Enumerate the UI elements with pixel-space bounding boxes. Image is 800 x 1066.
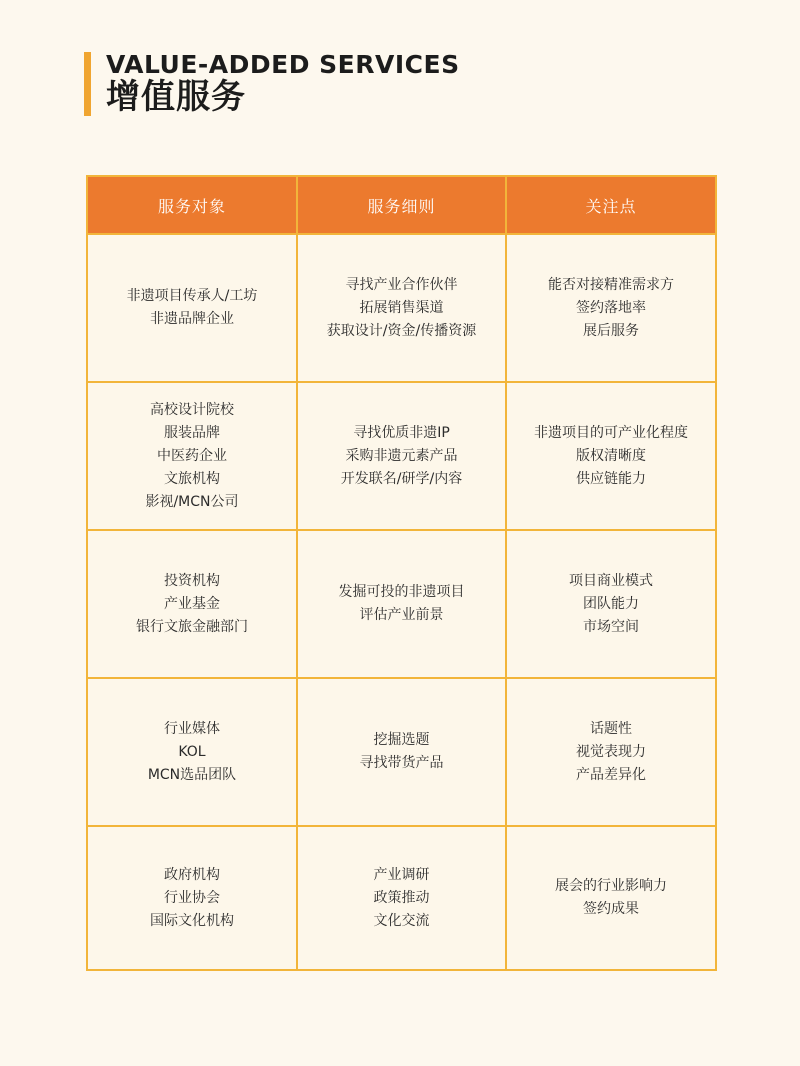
cell-text-line: 产业基金 (164, 595, 220, 612)
services-table-body (87, 234, 716, 970)
cell-text-line: 非遗品牌企业 (150, 311, 234, 327)
cell-service-details (297, 678, 506, 826)
cell-text-line: 项目商业模式 (569, 572, 653, 589)
cell-focus-points (506, 234, 716, 382)
cell-service-details (297, 234, 506, 382)
cell-text-line: 影视/MCN公司 (145, 493, 239, 510)
services-table-header (87, 176, 716, 234)
cell-text-line: 供应链能力 (576, 470, 646, 487)
cell-text-line: 非遗项目的可产业化程度 (534, 424, 688, 441)
cell-text-line: 寻找产业合作伙伴 (345, 276, 458, 293)
table-row (87, 678, 716, 826)
cell-text-line: 开发联名/研学/内容 (340, 470, 463, 487)
cell-text-line: 视觉表现力 (576, 743, 646, 760)
cell-text-line: 产业调研 (373, 866, 430, 883)
cell-service-details (297, 530, 506, 678)
header-focus-points: 关注点 (506, 176, 716, 234)
table-row (87, 530, 716, 678)
cell-text-line: 行业协会 (164, 889, 220, 906)
cell-focus-points (506, 382, 716, 530)
cell-text-line: 政府机构 (164, 866, 220, 883)
cell-text-line: 银行文旅金融部门 (136, 618, 248, 635)
cell-focus-points (506, 678, 716, 826)
cell-text-line: 文化交流 (373, 912, 430, 929)
cell-text-line: 产品差异化 (576, 766, 646, 783)
cell-service-target (87, 678, 297, 826)
header-service-target: 服务对象 (87, 176, 297, 234)
header-service-details: 服务细则 (297, 176, 506, 234)
heading-english-title: VALUE-ADDED SERVICES (106, 50, 460, 79)
cell-service-details (297, 826, 506, 970)
cell-text-line: 高校设计院校 (150, 401, 234, 418)
cell-text-line: 投资机构 (164, 572, 220, 589)
cell-service-target (87, 826, 297, 970)
cell-text-line: 服装品牌 (164, 424, 220, 441)
table-row (87, 826, 716, 970)
cell-text-line: MCN选品团队 (147, 766, 237, 783)
heading-accent-bar (84, 52, 91, 116)
table-row (87, 234, 716, 382)
services-table (86, 175, 717, 971)
cell-text-line: 获取设计/资金/传播资源 (326, 322, 477, 339)
cell-text-line: 非遗项目传承人/工坊 (126, 288, 258, 304)
cell-text-line: 国际文化机构 (150, 912, 234, 929)
cell-text-line: 签约成果 (583, 901, 639, 917)
cell-text-line: 寻找优质非遗IP (353, 424, 450, 441)
cell-text-line: 寻找带货产品 (359, 755, 444, 771)
cell-text-line: 团队能力 (583, 595, 639, 612)
header-row (87, 176, 716, 234)
cell-service-target (87, 530, 297, 678)
cell-text-line: 能否对接精准需求方 (548, 276, 674, 293)
cell-text-line: 行业媒体 (164, 720, 220, 737)
cell-text-line: 政策推动 (373, 889, 430, 906)
cell-focus-points (506, 530, 716, 678)
cell-text-line: 拓展销售渠道 (359, 299, 444, 316)
cell-text-line: 中医药企业 (157, 447, 227, 464)
cell-text-line: KOL (178, 743, 206, 760)
cell-text-line: 话题性 (590, 720, 632, 737)
heading-chinese-title: 增值服务 (106, 77, 246, 117)
cell-service-target (87, 382, 297, 530)
table-row (87, 382, 716, 530)
cell-text-line: 文旅机构 (164, 470, 220, 487)
cell-text-line: 版权清晰度 (576, 447, 646, 464)
page-heading (84, 52, 460, 118)
cell-text-line: 市场空间 (583, 618, 639, 635)
cell-text-line: 发掘可投的非遗项目 (338, 584, 465, 600)
cell-text-line: 评估产业前景 (359, 607, 444, 623)
cell-service-details (297, 382, 506, 530)
cell-focus-points (506, 826, 716, 970)
cell-text-line: 展会的行业影响力 (555, 878, 667, 894)
cell-text-line: 采购非遗元素产品 (345, 447, 458, 464)
cell-text-line: 签约落地率 (576, 299, 646, 316)
cell-text-line: 展后服务 (583, 322, 639, 339)
cell-service-target (87, 234, 297, 382)
cell-text-line: 挖掘选题 (373, 732, 430, 748)
